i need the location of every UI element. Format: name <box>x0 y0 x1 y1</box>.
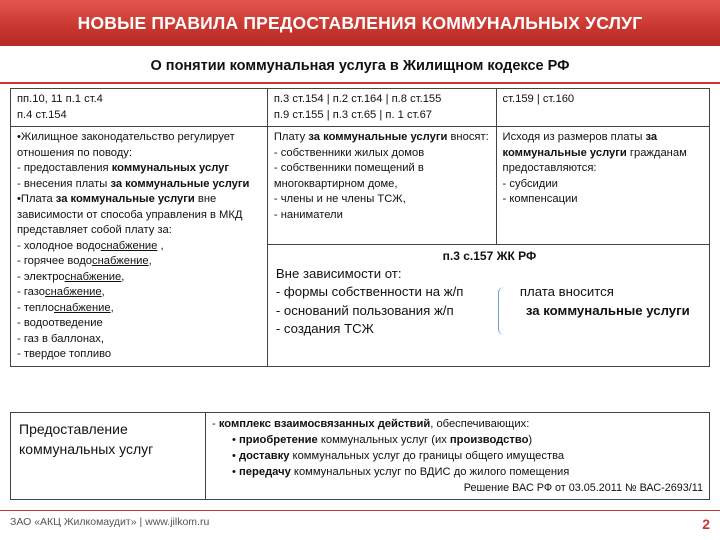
list-item: • передачу коммунальных услуг по ВДИС до жилого помещения <box>232 466 570 478</box>
definition-row <box>11 413 710 500</box>
list-item: - наниматели <box>273 208 343 221</box>
list-item: - газоснабжение, <box>17 286 105 298</box>
col1-head <box>11 89 268 127</box>
list-item: - газ в баллонах, <box>17 332 104 345</box>
brace-icon <box>498 287 507 335</box>
col1-body <box>11 127 268 367</box>
text-line: за коммунальные услуги <box>525 302 690 318</box>
list-item: - водоотведение <box>17 317 103 329</box>
text-line: Плату за коммунальные услуги вносят: <box>273 131 489 143</box>
list-item: - холодное водоснабжение , <box>17 239 164 252</box>
text-line: Вне зависимости от: <box>275 265 402 281</box>
ref-line: п.9 ст.155 | п.3 ст.65 | п. 1 ст.67 <box>273 108 433 121</box>
table-header-row <box>11 89 710 127</box>
footer-company: ЗАО «АКЦ Жилкомаудит» | www.jilkom.ru <box>10 516 210 528</box>
text-line: •Плата за коммунальные услуги вне зависимости от способа управления в МКД представляет собой плату за: <box>17 193 243 236</box>
text-line: - предоставления коммунальных услуг <box>17 162 230 174</box>
footer-divider <box>0 510 720 511</box>
law-table <box>10 88 710 367</box>
list-item: - горячее водоснабжение, <box>17 255 152 267</box>
ref-line: пп.10, 11 п.1 ст.4 <box>17 93 103 105</box>
text-line: •Жилищное законодательство регулирует отношения по поводу: <box>17 131 235 159</box>
text-line: Исходя из размеров платы за коммунальные услуги гражданам предоставляются: <box>502 131 687 174</box>
subtitle: О понятии коммунальная услуга в Жилищном кодексе РФ <box>150 58 570 74</box>
definition-term: Предоставление коммунальных услуг <box>11 413 206 500</box>
divider <box>0 82 720 84</box>
list-item: - субсидии <box>502 177 558 190</box>
list-item: - теплоснабжение, <box>17 301 114 314</box>
list-item: - создания ТСЖ <box>275 321 374 337</box>
ref-heading: п.3 с.157 ЖК РФ <box>442 249 537 264</box>
text-line: плата вносится <box>519 284 614 300</box>
list-item: • доставку коммунальных услуг до границы общего имущества <box>232 450 565 462</box>
page-number: 2 <box>702 516 710 532</box>
list-item: - оснований пользования ж/п <box>275 302 454 318</box>
list-item: - твердое топливо <box>17 348 112 360</box>
title-banner <box>0 0 720 46</box>
list-item: - собственники жилых домов <box>273 146 425 159</box>
ref-cell <box>267 245 709 366</box>
list-item: - члены и не члены ТСЖ, <box>273 193 406 205</box>
list-item: - формы собственности на ж/п <box>275 284 464 300</box>
table-body-row <box>11 127 710 245</box>
list-item: - собственники помещений в многоквартирном доме, <box>273 162 424 190</box>
col2-head <box>267 89 496 127</box>
col2-body <box>267 127 496 245</box>
text-line: - комплекс взаимосвязанных действий, обеспечивающих: <box>212 418 530 430</box>
list-item: - компенсации <box>502 193 578 205</box>
list-item: • приобретение коммунальных услуг (их производство) <box>232 434 533 446</box>
text-line: - внесения платы за коммунальные услуги <box>17 177 250 190</box>
col3-body <box>496 127 709 245</box>
definition-table <box>10 412 710 500</box>
ref-block <box>276 283 703 339</box>
ref-line: п.3 ст.154 | п.2 ст.164 | п.8 ст.155 <box>273 93 442 105</box>
page-title: НОВЫЕ ПРАВИЛА ПРЕДОСТАВЛЕНИЯ КОММУНАЛЬНЫХ УСЛУГ <box>77 13 643 33</box>
court-reference: Решение ВАС РФ от 03.05.2011 № ВАС-2693/11 <box>463 482 703 494</box>
col3-head: ст.159 | ст.160 <box>496 89 709 127</box>
ref-result <box>512 283 690 320</box>
definition-body <box>206 413 710 500</box>
list-item: - электроснабжение, <box>17 270 125 283</box>
ref-line: п.4 ст.154 <box>17 108 67 121</box>
